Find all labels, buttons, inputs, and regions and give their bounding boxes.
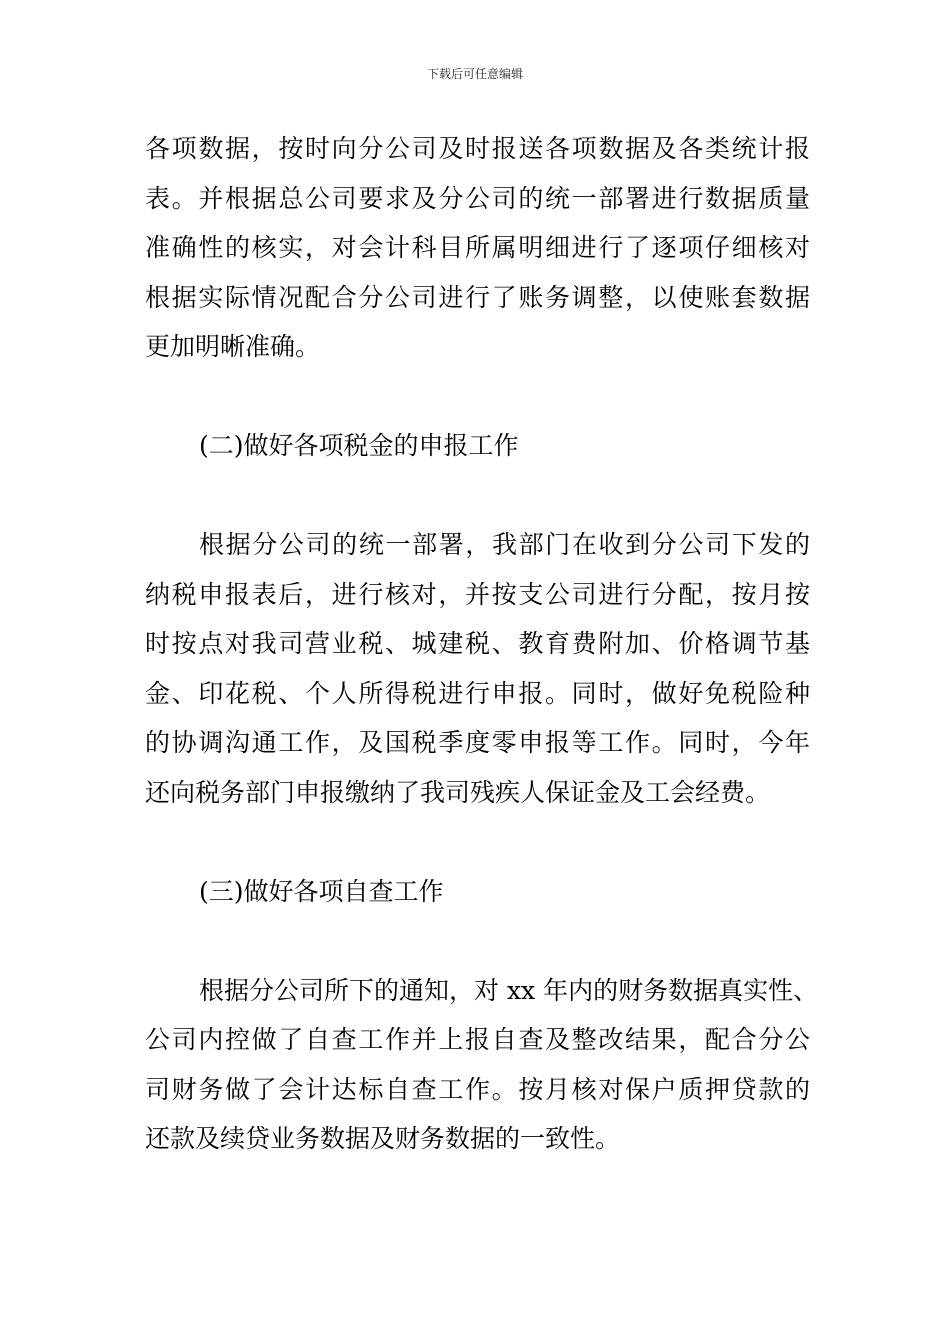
paragraph-line: 司财务做了会计达标自查工作。按月核对保户质押贷款的: [145, 1074, 810, 1104]
paragraph-line: 还款及续贷业务数据及财务数据的一致性。: [145, 1124, 621, 1153]
paragraph-line: 还向税务部门申报缴纳了我司残疾人保证金及工会经费。: [145, 777, 771, 807]
document-body: [145, 124, 819, 1164]
paragraph-line: 根据实际情况配合分公司进行了账务调整，以使账套数据: [145, 282, 810, 312]
paragraph-line: 的协调沟通工作，及国税季度零申报等工作。同时，今年: [145, 728, 810, 757]
section-heading-self-inspection: (三)做好各项自查工作: [199, 876, 444, 906]
paragraph-line: 更加明晰准确。: [145, 332, 321, 361]
paragraph-line: 准确性的核实，对会计科目所属明细进行了逐项仔细核对: [145, 233, 810, 262]
paragraph-line: 表。并根据总公司要求及分公司的统一部署进行数据质量: [145, 183, 810, 213]
paragraph-line: 纳税申报表后，进行核对，并按支公司进行分配，按月按: [145, 579, 810, 609]
page-header-note: 下载后可任意编辑: [426, 67, 523, 81]
paragraph-line: 时按点对我司营业税、城建税、教育费附加、价格调节基: [145, 629, 810, 658]
paragraph-tax-filing: [145, 520, 810, 817]
paragraph-data-reporting: [145, 124, 810, 372]
paragraph-line: 根据分公司所下的通知，对 xx 年内的财务数据真实性、: [199, 975, 819, 1005]
paragraph-line: 公司内控做了自查工作并上报自查及整改结果，配合分公: [145, 1025, 810, 1054]
paragraph-self-inspection: [145, 966, 819, 1164]
paragraph-line: 各项数据，按时向分公司及时报送各项数据及各类统计报: [145, 134, 810, 163]
paragraph-line: 金、印花税、个人所得税进行申报。同时，做好免税险种: [145, 678, 810, 708]
section-heading-tax-filing: (二)做好各项税金的申报工作: [199, 431, 519, 460]
paragraph-line: 根据分公司的统一部署，我部门在收到分公司下发的: [199, 530, 810, 559]
